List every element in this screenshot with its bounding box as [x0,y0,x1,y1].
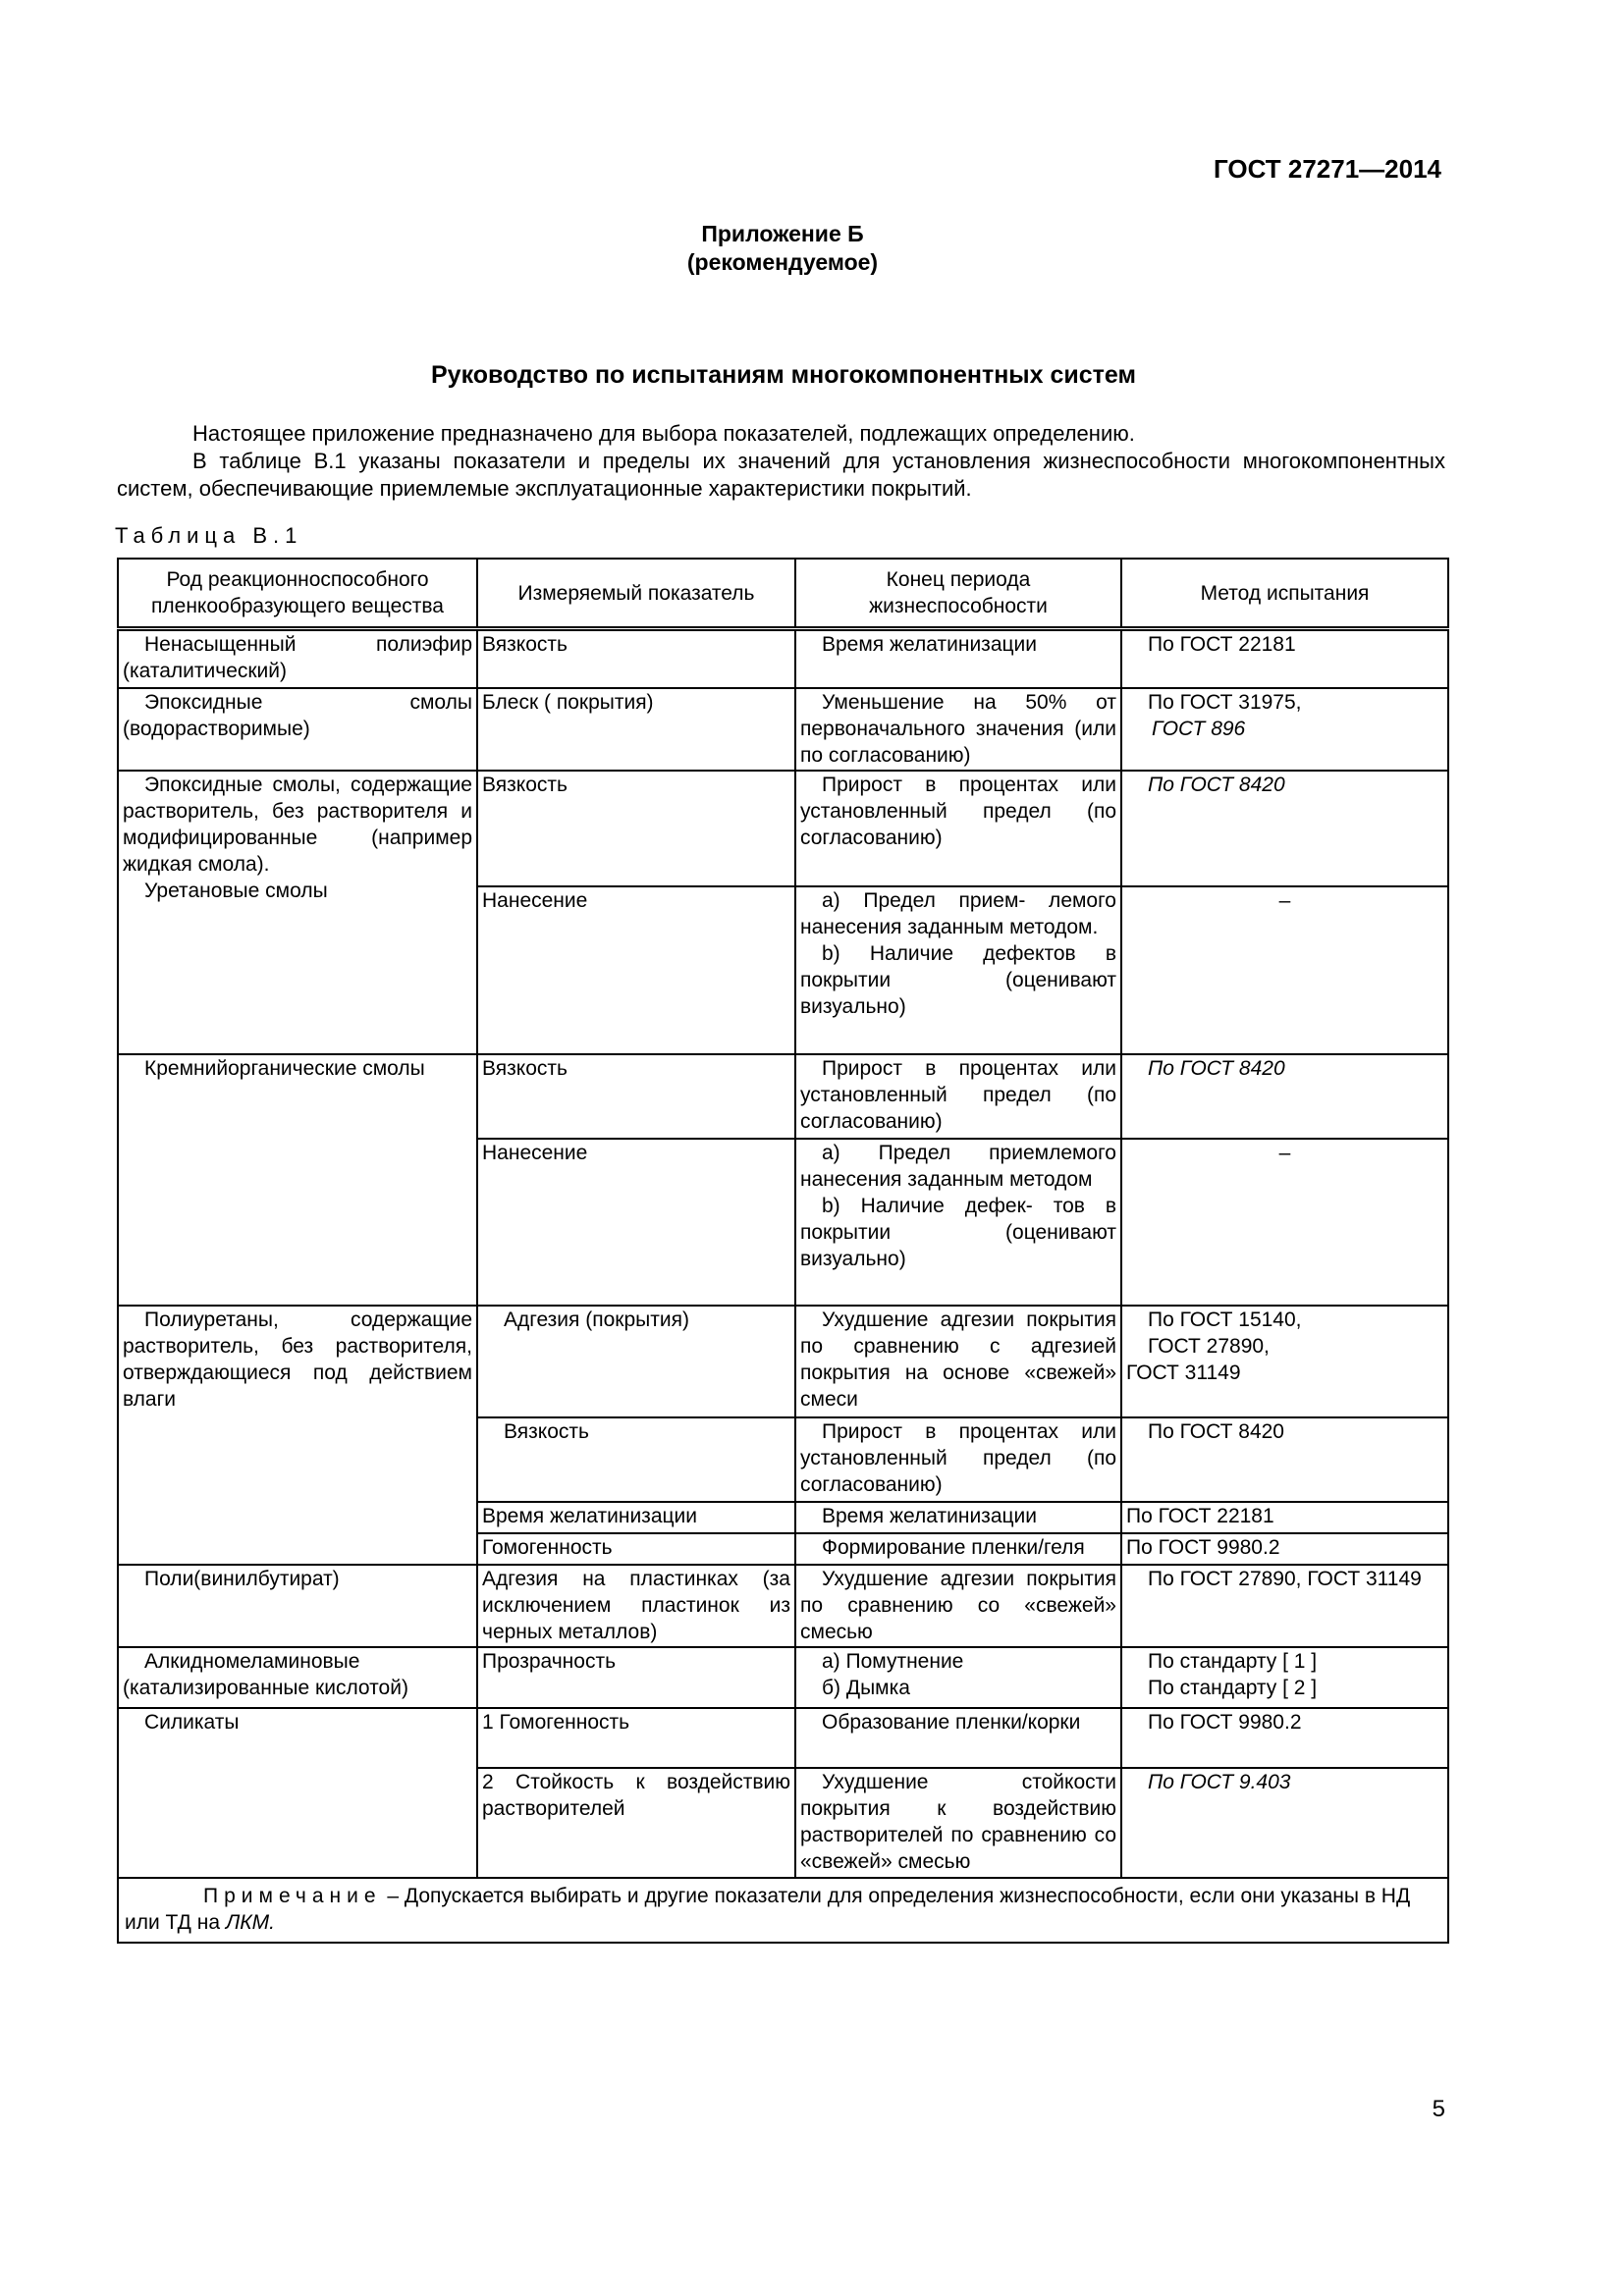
cell-indicator: Нанесение [477,1139,795,1306]
table-row [118,1647,1448,1708]
cell-substance [118,771,477,1054]
annex-status: (рекомендуемое) [686,249,879,275]
end-line: а) Предел приемлемого нанесения заданным методом [800,1141,1116,1191]
cell-end: Прирост в процентах или установленный предел (по согласованию) [795,771,1121,886]
end-line: а) Помутнение [822,1649,964,1673]
cell-end [795,1139,1121,1306]
cell-substance: Эпоксидные смолы (водорастворимые) [118,688,477,771]
cell-method: По ГОСТ 8420 [1121,1054,1448,1139]
cell-method [1121,688,1448,771]
method-line: ГОСТ 896 [1152,717,1246,740]
end-line: b) Наличие дефек- тов в покрытии (оценивают визуально) [800,1194,1116,1270]
cell-indicator: Прозрачность [477,1647,795,1708]
cell-method: По ГОСТ 9.403 [1121,1768,1448,1878]
cell-end: Образование пленки/корки [795,1708,1121,1768]
cell-substance: Кремнийорганические смолы [118,1054,477,1306]
cell-method: По ГОСТ 22181 [1121,1502,1448,1533]
cell-end: Время желатинизации [795,1502,1121,1533]
cell-method [1121,1306,1448,1417]
header-method: Метод испытания [1121,559,1448,629]
cell-method: По ГОСТ 9980.2 [1121,1533,1448,1565]
note-italic: ЛКМ. [225,1910,275,1934]
table-note-row [118,1878,1448,1943]
cell-method: – [1121,1139,1448,1306]
cell-end: Ухудшение адгезии покрытия по сравнению с адгезией покрытия на основе «свежей» смеси [795,1306,1121,1417]
section-title: Руководство по испытаниям многокомпонентных систем [431,361,1136,389]
cell-end: Формирование пленки/геля [795,1533,1121,1565]
cell-indicator: Нанесение [477,886,795,1054]
method-line: ГОСТ 31149 [1126,1361,1241,1384]
standard-number: ГОСТ 27271—2014 [1214,154,1441,184]
cell-substance: Поли(винилбутират) [118,1565,477,1647]
cell-substance: Полиуретаны, содержащие растворитель, без растворителя, отверждающиеся под действием влаги [118,1306,477,1565]
cell-method: – [1121,886,1448,1054]
cell-substance: Силикаты [118,1708,477,1878]
cell-indicator: Вязкость [477,771,795,886]
intro-paragraph-2: В таблице В.1 указаны показатели и пределы их значений для установления жизнеспособности многокомпонентных систем, обеспечивающие приемлемые эксплуатационные характеристики покрытий. [117,449,1445,501]
cell-method [1121,1647,1448,1708]
header-substance: Род реакционноспособного пленкообразующего вещества [118,559,477,629]
cell-indicator: Время желатинизации [477,1502,795,1533]
cell-indicator: Блеск ( покрытия) [477,688,795,771]
cell-method: По ГОСТ 22181 [1121,629,1448,688]
table-row [118,629,1448,688]
note-label: Примечание [203,1884,382,1907]
cell-indicator: Гомогенность [477,1533,795,1565]
cell-end: Прирост в процентах или установленный предел (по согласованию) [795,1417,1121,1502]
cell-end: Прирост в процентах или установленный предел (по согласованию) [795,1054,1121,1139]
table-row [118,771,1448,886]
table-header-row [118,559,1448,629]
cell-indicator: 2 Стойкость к воздействию растворителей [477,1768,795,1878]
annex-heading [0,220,1565,277]
cell-end: Уменьшение на 50% от первоначального значения (или по согласованию) [795,688,1121,771]
method-line: По ГОСТ 31975, [1148,690,1302,714]
method-line: По стандарту [ 2 ] [1148,1676,1318,1699]
end-line: b) Наличие дефектов в покрытии (оценивают визуально) [800,941,1116,1018]
cell-indicator: Адгезия на пластинках (за исключением пластинок из черных металлов) [477,1565,795,1647]
table-row [118,1565,1448,1647]
table-row [118,1708,1448,1768]
header-end-of-period: Конец периода жизнеспособности [795,559,1121,629]
cell-indicator: 1 Гомогенность [477,1708,795,1768]
cell-end: Время желатинизации [795,629,1121,688]
method-line: По стандарту [ 1 ] [1148,1649,1318,1673]
cell-substance: Ненасыщенный полиэфир (каталитический) [118,629,477,688]
method-line: По ГОСТ 15140, [1148,1308,1302,1331]
cell-method: По ГОСТ 9980.2 [1121,1708,1448,1768]
cell-indicator: Вязкость [477,1417,795,1502]
note-text: – Допускается выбирать и другие показатели для определения жизнеспособности, если они указаны в НД или ТД на [125,1884,1411,1934]
cell-end [795,1647,1121,1708]
cell-method: По ГОСТ 8420 [1121,771,1448,886]
header-indicator: Измеряемый показатель [477,559,795,629]
cell-end [795,886,1121,1054]
cell-indicator: Вязкость [477,1054,795,1139]
substance-line: Эпоксидные смолы, содержащие растворитель, без растворителя и модифицированные (например жидкая смола). [123,773,472,876]
life-indicators-table [117,558,1449,1944]
cell-end: Ухудшение стойкости покрытия к воздействию растворителей по сравнению со «свежей» смесью [795,1768,1121,1878]
end-line: б) Дымка [822,1676,910,1699]
cell-indicator: Вязкость [477,629,795,688]
page-number: 5 [1432,2096,1445,2122]
end-line: а) Предел прием- лемого нанесения заданным методом. [800,888,1116,938]
intro-paragraph-1: Настоящее приложение предназначено для выбора показателей, подлежащих определению. [192,421,1135,446]
method-line: ГОСТ 27890, [1148,1334,1270,1358]
table-note [118,1878,1448,1943]
table-row [118,688,1448,771]
cell-method: По ГОСТ 27890, ГОСТ 31149 [1121,1565,1448,1647]
cell-substance: Алкидномеламиновые (катализированные кислотой) [118,1647,477,1708]
annex-name: Приложение Б [701,221,864,246]
cell-method: По ГОСТ 8420 [1121,1417,1448,1502]
table-row [118,1054,1448,1139]
cell-indicator: Адгезия (покрытия) [477,1306,795,1417]
table-caption: Таблица В.1 [115,523,303,548]
substance-line: Уретановые смолы [144,879,328,902]
intro-text [117,420,1445,503]
cell-end: Ухудшение адгезии покрытия по сравнению со «свежей» смесью [795,1565,1121,1647]
table-row [118,1306,1448,1417]
